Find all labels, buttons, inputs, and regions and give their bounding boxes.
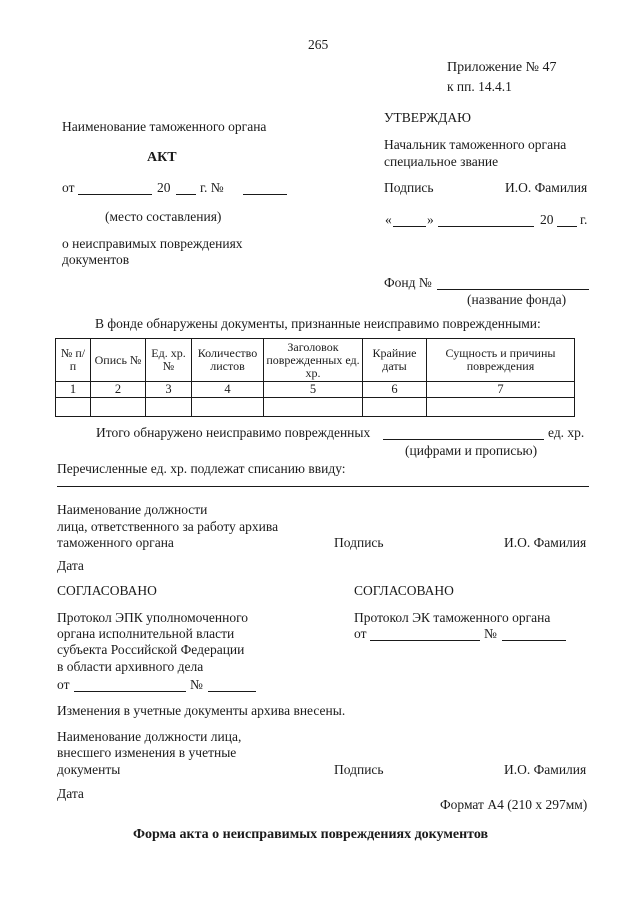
table-empty-cell	[427, 398, 575, 417]
table-number-cell: 1	[56, 382, 91, 398]
maker-line-1: Наименование должности лица,	[57, 729, 242, 744]
responsible-line-3: таможенного органа	[57, 535, 174, 550]
table-number-cell: 7	[427, 382, 575, 398]
documents-table	[55, 338, 575, 417]
writeoff-line	[57, 486, 589, 487]
table-empty-cell	[146, 398, 192, 417]
responsible-signature: Подпись	[334, 535, 384, 550]
approve-heading: УТВЕРЖДАЮ	[384, 110, 472, 125]
table-empty-cell	[264, 398, 363, 417]
approve-year-suffix: г.	[580, 212, 588, 227]
agreed-left-heading: СОГЛАСОВАНО	[57, 583, 157, 598]
total-caption: (цифрами и прописью)	[405, 443, 538, 458]
fund-label: Фонд №	[384, 275, 432, 290]
responsible-line-2: лица, ответственного за работу архива	[57, 519, 279, 534]
agreed-left-date-line	[74, 691, 186, 692]
act-subject-2: документов	[62, 252, 130, 267]
act-year-num: г. №	[200, 180, 224, 195]
total-label: Итого обнаружено неисправимо поврежденных	[96, 425, 371, 440]
table-number-cell: 6	[363, 382, 427, 398]
table-header-cell: Ед. хр. №	[146, 339, 192, 382]
approve-signature: Подпись	[384, 180, 434, 195]
approve-year: 20	[540, 212, 554, 227]
act-from: от	[62, 180, 75, 195]
appendix-ref: к пп. 14.4.1	[447, 79, 512, 94]
intro-text: В фонде обнаружены документы, признанные неисправимо поврежденными:	[95, 316, 541, 331]
agreed-right-num: №	[484, 626, 497, 641]
approve-position-2: специальное звание	[384, 154, 499, 169]
act-year-line	[176, 194, 196, 195]
table-empty-cell	[192, 398, 264, 417]
changes-text: Изменения в учетные документы архива внесены.	[57, 703, 346, 718]
agreed-right-date-line	[370, 640, 480, 641]
appendix-title: Приложение № 47	[447, 60, 557, 75]
fund-line	[437, 289, 589, 290]
agreed-left-number-line	[208, 691, 256, 692]
table-header-cell: Заголовок поврежденных ед. хр.	[264, 339, 363, 382]
table-header-cell: Сущность и причины повреждения	[427, 339, 575, 382]
fund-caption: (название фонда)	[467, 292, 567, 307]
writeoff-text: Перечисленные ед. хр. подлежат списанию ввиду:	[57, 461, 346, 476]
approve-position-1: Начальник таможенного органа	[384, 137, 567, 152]
table-empty-row	[56, 398, 575, 417]
form-caption: Форма акта о неисправимых повреждениях документов	[133, 827, 489, 842]
table-empty-cell	[91, 398, 146, 417]
table-header-cell: Опись №	[91, 339, 146, 382]
table-header-cell: № п/п	[56, 339, 91, 382]
responsible-line-1: Наименование должности	[57, 502, 208, 517]
agreed-left-line-4: в области архивного дела	[57, 659, 204, 674]
org-name-label: Наименование таможенного органа	[62, 119, 267, 134]
table-number-cell: 3	[146, 382, 192, 398]
maker-line-3: документы	[57, 762, 121, 777]
agreed-left-num: №	[190, 677, 203, 692]
approve-name: И.О. Фамилия	[505, 180, 588, 195]
act-place: (место составления)	[105, 209, 222, 224]
table-empty-cell	[363, 398, 427, 417]
maker-line-2: внесшего изменения в учетные	[57, 745, 237, 760]
agreed-right-line-1: Протокол ЭК таможенного органа	[354, 610, 551, 625]
approve-date-open: «	[385, 212, 392, 227]
maker-date: Дата	[57, 786, 84, 801]
responsible-date: Дата	[57, 558, 84, 573]
total-unit: ед. хр.	[548, 425, 585, 440]
table-number-row	[56, 382, 575, 398]
act-year: 20	[157, 180, 171, 195]
act-date-line	[78, 194, 152, 195]
approve-month-line	[438, 226, 534, 227]
approve-year-line	[557, 226, 577, 227]
format-note: Формат А4 (210 х 297мм)	[440, 797, 588, 812]
approve-date-close: »	[427, 212, 434, 227]
agreed-left-line-2: органа исполнительной власти	[57, 626, 235, 641]
table-number-cell: 2	[91, 382, 146, 398]
table-number-cell: 5	[264, 382, 363, 398]
maker-signature: Подпись	[334, 762, 384, 777]
total-line	[383, 439, 544, 440]
table-header-row	[56, 339, 575, 382]
table-number-cell: 4	[192, 382, 264, 398]
approve-day-line	[393, 226, 426, 227]
table-header-cell: Количество листов	[192, 339, 264, 382]
agreed-right-number-line	[502, 640, 566, 641]
table-empty-cell	[56, 398, 91, 417]
act-subject-1: о неисправимых повреждениях	[62, 236, 243, 251]
agreed-right-from: от	[354, 626, 367, 641]
table-header-cell: Крайние даты	[363, 339, 427, 382]
agreed-left-line-3: субъекта Российской Федерации	[57, 642, 245, 657]
agreed-left-from: от	[57, 677, 70, 692]
act-title: АКТ	[147, 150, 177, 165]
responsible-name: И.О. Фамилия	[504, 535, 587, 550]
page-number: 265	[308, 37, 329, 52]
maker-name: И.О. Фамилия	[504, 762, 587, 777]
agreed-left-line-1: Протокол ЭПК уполномоченного	[57, 610, 249, 625]
act-number-line	[243, 194, 287, 195]
agreed-right-heading: СОГЛАСОВАНО	[354, 583, 454, 598]
